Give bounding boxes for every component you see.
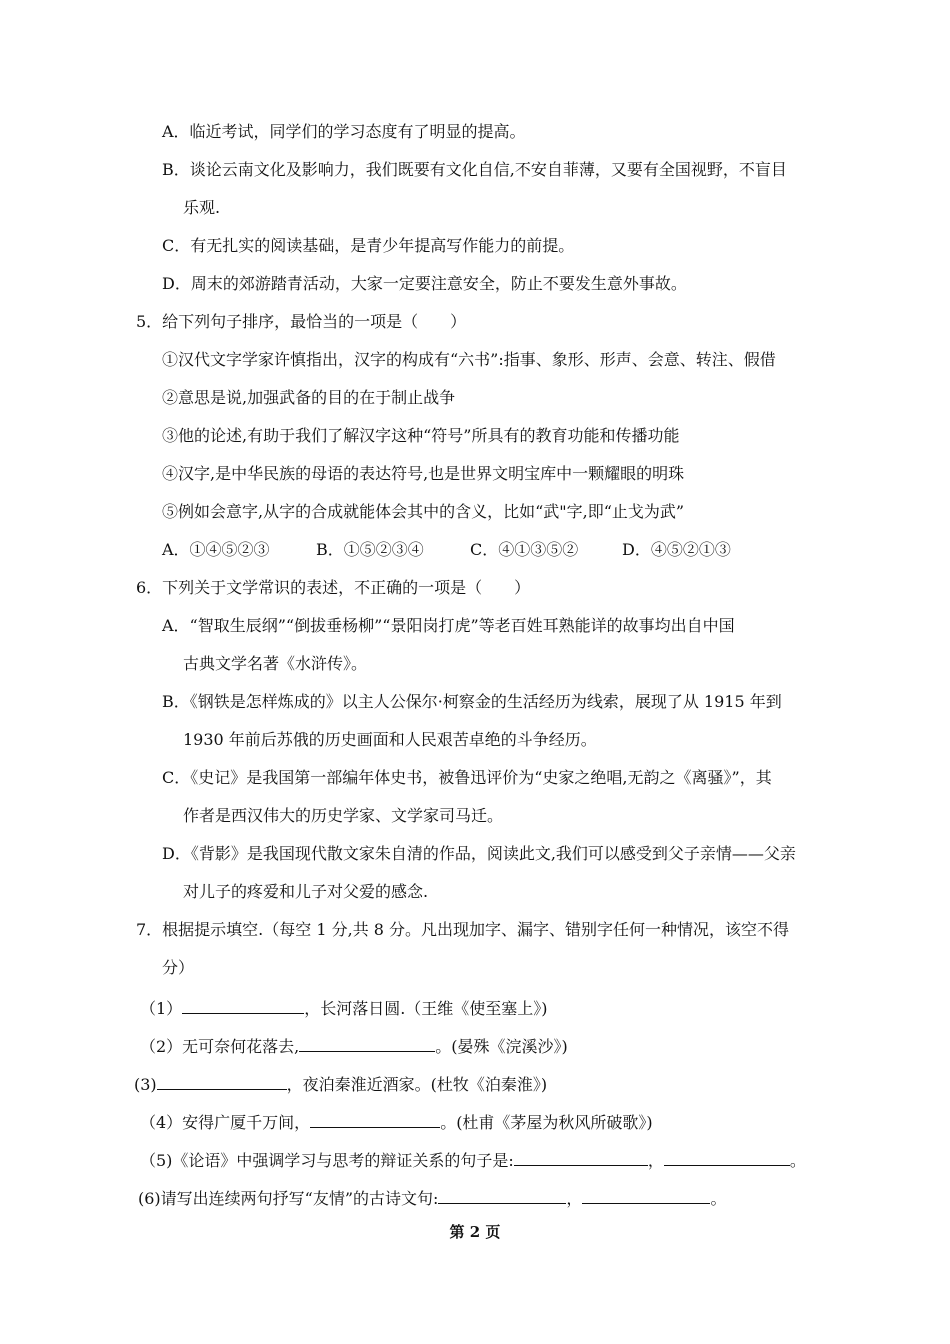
q7-item-5-blank-1[interactable] [514,1148,648,1166]
q7-item-5-separator: ， [647,1151,664,1170]
q6-option-c-continued: 作者是西汉伟大的历史学家、文学家司马迁。 [183,806,504,825]
q7-item-1-blank[interactable] [182,996,304,1014]
q7-item-4 [140,1110,653,1133]
q7-stem-continued: 分） [162,958,195,977]
q6-stem: 6．下列关于文学常识的表述，不正确的一项是（ ） [136,578,531,597]
q6-option-d: D．《背影》是我国现代散文家朱自清的作品，阅读此文,我们可以感受到父子亲情——父亲 [162,844,796,863]
q7-item-1 [140,996,548,1019]
page-number: 第 2 页 [449,1223,501,1241]
q7-item-3-suffix: ，夜泊秦淮近酒家。(杜牧《泊秦淮》) [286,1075,548,1094]
q4-option-b: B．谈论云南文化及影响力，我们既要有文化自信,不安自菲薄，又要有全国视野，不盲目 [162,160,787,179]
q5-choice-d: D．④⑤②①③ [622,540,731,559]
q7-item-1-suffix: ，长河落日圆.（王维《使至塞上》) [304,999,548,1018]
q7-item-4-blank[interactable] [310,1110,440,1128]
q7-item-5-prefix: （5)《论语》中强调学习与思考的辩证关系的句子是: [140,1151,514,1170]
q5-choice-a: A．①④⑤②③ [162,540,270,559]
q5-sentence-1: ①汉代文字学家许慎指出，汉字的构成有“六书”:指事、象形、形声、会意、转注、假借 [162,350,776,369]
q5-sentence-4: ④汉字,是中华民族的母语的表达符号,也是世界文明宝库中一颗耀眼的明珠 [162,464,685,483]
q5-choice-c: C．④①③⑤② [470,540,579,559]
q6-option-d-continued: 对儿子的疼爱和儿子对父爱的感念. [183,882,429,901]
q4-option-a: A．临近考试，同学们的学习态度有了明显的提高。 [162,122,526,141]
q7-item-2-suffix: 。(晏殊《浣溪沙》) [435,1037,568,1056]
q5-sentence-5: ⑤例如会意字,从字的合成就能体会其中的含义，比如“武"字,即“止戈为武” [162,502,685,521]
q7-item-2 [140,1034,568,1057]
q7-item-3-blank[interactable] [157,1072,287,1090]
q7-item-6-prefix: (6)请写出连续两句抒写“友情”的古诗文句: [138,1189,439,1208]
q7-item-6-suffix: 。 [710,1189,727,1208]
q6-option-a: A．“智取生辰纲”“倒拔垂杨柳”“景阳岗打虎”等老百姓耳熟能详的故事均出自中国 [162,616,735,635]
q7-item-5-blank-2[interactable] [664,1148,790,1166]
q5-choice-b: B．①⑤②③④ [316,540,424,559]
q6-option-b: B．《钢铁是怎样炼成的》以主人公保尔·柯察金的生活经历为线索，展现了从 1915 年到 [162,692,782,711]
q7-stem: 7．根据提示填空.（每空 1 分,共 8 分。凡出现加字、漏字、错别字任何一种情况，该空不得 [136,920,790,939]
q7-item-5 [140,1148,806,1171]
q7-item-4-prefix: （4）安得广厦千万间， [140,1113,311,1132]
q7-item-3 [134,1072,547,1095]
q6-option-b-continued: 1930 年前后苏俄的历史画面和人民艰苦卓绝的斗争经历。 [183,730,597,749]
q4-option-d: D．周末的郊游踏青活动，大家一定要注意安全，防止不要发生意外事故。 [162,274,687,293]
q7-item-2-blank[interactable] [299,1034,435,1052]
q7-item-1-prefix: （1） [140,999,183,1018]
q5-sentence-2: ②意思是说,加强武备的目的在于制止战争 [162,388,456,407]
q7-item-4-suffix: 。(杜甫《茅屋为秋风所破歌》) [440,1113,653,1132]
q5-stem: 5．给下列句子排序，最恰当的一项是（ ） [136,312,467,331]
q6-option-c: C．《史记》是我国第一部编年体史书，被鲁迅评价为“史家之绝唱,无韵之《离骚》”，其 [162,768,772,787]
q7-item-6-blank-2[interactable] [582,1186,710,1204]
q7-item-6-blank-1[interactable] [438,1186,566,1204]
q4-option-b-continued: 乐观. [183,198,221,217]
q6-option-a-continued: 古典文学名著《水浒传》。 [183,654,368,673]
q7-item-3-prefix: (3) [134,1075,157,1094]
q7-item-2-prefix: （2）无可奈何花落去, [140,1037,300,1056]
q7-item-5-suffix: 。 [789,1151,806,1170]
q7-item-6 [138,1186,726,1209]
q5-sentence-3: ③他的论述,有助于我们了解汉字这种“符号”所具有的教育功能和传播功能 [162,426,680,445]
q7-item-6-separator: ， [566,1189,583,1208]
q4-option-c: C．有无扎实的阅读基础，是青少年提高写作能力的前提。 [162,236,575,255]
